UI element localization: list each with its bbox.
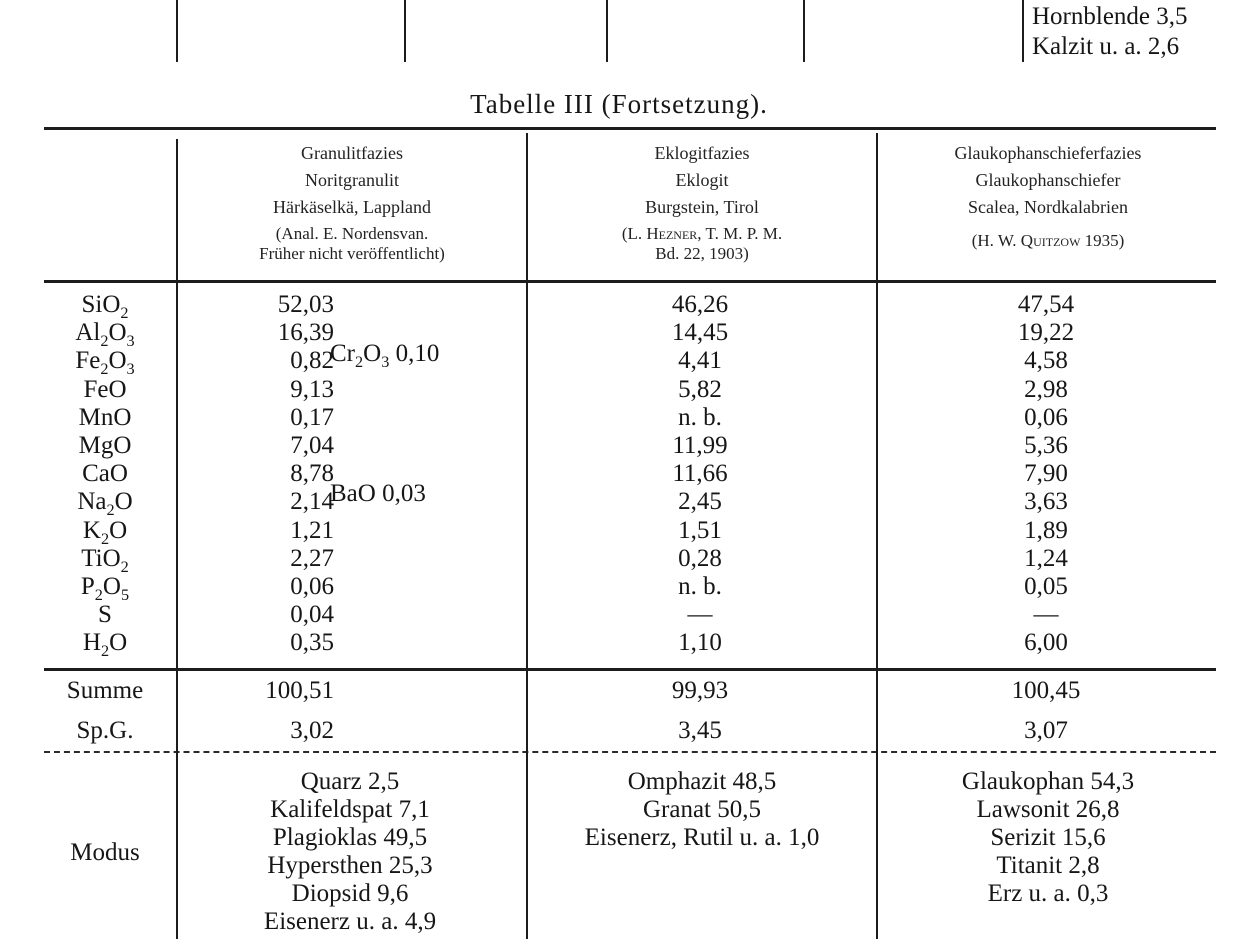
oxide-value: 5,82 <box>678 375 722 403</box>
header-source: Bd. 22, 1903) <box>655 244 749 263</box>
oxide-value: 2,45 <box>678 488 722 516</box>
header-source: Früher nicht veröffentlicht) <box>259 244 445 263</box>
oxide-values-glaucophane <box>946 291 1146 658</box>
modus-mineral: Serizit 15,6 <box>990 824 1106 851</box>
oxide-value: 0,04 <box>290 601 334 629</box>
oxide-value: — <box>687 601 713 629</box>
spg-label: Sp.G. <box>76 717 134 744</box>
fragment-line: Kalzit u. a. 2,6 <box>1032 33 1180 60</box>
oxide-label: S <box>98 601 112 629</box>
oxide-value: 2,14 <box>290 488 334 516</box>
oxide-label: CaO <box>82 460 128 488</box>
oxide-value: 1,10 <box>678 629 722 657</box>
oxide-value: 0,82 <box>290 347 334 375</box>
oxide-value: — <box>1033 601 1059 629</box>
oxide-value: 19,22 <box>1017 319 1075 347</box>
oxide-value: 0,28 <box>678 544 722 572</box>
oxide-value: 4,58 <box>1024 347 1068 375</box>
oxide-label: $Al_2O_3$ <box>75 319 135 351</box>
oxide-value: 14,45 <box>671 319 729 347</box>
oxide-value: n. b. <box>678 573 722 601</box>
modus-mineral: Erz u. a. 0,3 <box>987 880 1109 907</box>
oxide-value: 11,66 <box>672 460 728 488</box>
oxide-value: 0,35 <box>290 629 334 657</box>
oxide-label: MnO <box>78 403 132 431</box>
oxide-value: 46,26 <box>671 291 729 318</box>
extra-bao: BaO 0,03 <box>330 480 426 507</box>
spg-value-granulite: 3,02 <box>290 717 334 744</box>
modus-mineral: Granat 50,5 <box>642 796 762 823</box>
oxide-value: 7,04 <box>290 432 334 460</box>
modus-mineral: Kalifeldspat 7,1 <box>270 796 430 823</box>
column-separator <box>526 133 528 939</box>
oxide-value: 2,27 <box>290 544 334 572</box>
modus-granulite <box>200 768 500 936</box>
oxide-value: 9,13 <box>290 375 334 403</box>
table-top-rule <box>44 127 1216 130</box>
modus-mineral: Eisenerz, Rutil u. a. 1,0 <box>584 824 820 851</box>
modus-mineral: Glaukophan 54,3 <box>961 768 1135 795</box>
header-source: (H. W. Quitzow 1935) <box>971 231 1125 250</box>
cr2o3-formula: $Cr_2O_3$ <box>330 340 390 371</box>
modus-mineral: Plagioklas 49,5 <box>272 824 428 851</box>
oxide-value: 47,54 <box>1017 291 1075 318</box>
oxide-value: 0,05 <box>1024 573 1068 601</box>
header-facies: Eklogitfazies <box>654 143 750 163</box>
header-facies: Granulitfazies <box>301 143 403 163</box>
oxide-value: 5,36 <box>1024 432 1068 460</box>
oxide-label: $Fe_2O_3$ <box>75 347 135 379</box>
header-source: (L. Hezner, T. M. P. M. <box>621 224 783 243</box>
oxides-rule <box>44 668 1216 671</box>
oxide-value: 0,06 <box>290 573 334 601</box>
oxide-labels <box>40 291 170 661</box>
modus-mineral: Lawsonit 26,8 <box>976 796 1120 823</box>
oxide-value: 2,98 <box>1024 375 1068 403</box>
fragment-line: Hornblende 3,5 <box>1032 3 1188 30</box>
modus-mineral: Titanit 2,8 <box>996 852 1100 879</box>
modus-label: Modus <box>70 839 140 866</box>
modus-glaucophane <box>880 768 1216 908</box>
oxide-value: 1,24 <box>1024 544 1068 572</box>
modus-mineral: Omphazit 48,5 <box>627 768 777 795</box>
oxide-value: n. b. <box>678 403 722 431</box>
column-header-eclogite <box>530 140 874 264</box>
oxide-value: 1,89 <box>1024 516 1068 544</box>
modus-eclogite <box>530 768 874 852</box>
spg-value-eclogite: 3,45 <box>678 717 722 744</box>
oxide-label: FeO <box>83 375 127 403</box>
oxide-label: $P_2O_5$ <box>80 573 130 605</box>
header-locality: Scalea, Nordkalabrien <box>968 197 1128 217</box>
spg-rule <box>44 751 1216 753</box>
summe-value-glaucophane: 100,45 <box>1011 677 1081 704</box>
spg-value-glaucophane: 3,07 <box>1024 717 1068 744</box>
header-rock: Noritgranulit <box>305 170 399 190</box>
oxide-label: $Na_2O$ <box>77 488 133 520</box>
oxide-value: 3,63 <box>1024 488 1068 516</box>
header-locality: Härkäselkä, Lappland <box>273 197 431 217</box>
header-facies: Glaukophanschieferfazies <box>954 143 1142 163</box>
oxide-value: 7,90 <box>1024 460 1068 488</box>
header-source: (Anal. E. Nordensvan. <box>275 224 429 243</box>
column-header-glaucophane <box>880 140 1216 251</box>
summe-value-eclogite: 99,93 <box>671 677 729 704</box>
header-locality: Burgstein, Tirol <box>645 197 759 217</box>
modus-mineral: Hypersthen 25,3 <box>267 852 433 879</box>
oxide-value: 52,03 <box>277 291 334 318</box>
oxide-value: 6,00 <box>1024 629 1068 657</box>
extra-cr2o3 <box>330 340 440 371</box>
summe-value-granulite: 100,51 <box>265 677 334 704</box>
oxide-value: 0,06 <box>1024 403 1068 431</box>
oxide-value: 16,39 <box>277 319 334 347</box>
column-separator <box>176 139 178 939</box>
table-title: Tabelle III (Fortsetzung). <box>470 89 768 119</box>
header-rock: Eklogit <box>675 170 729 190</box>
column-header-granulite <box>180 140 524 264</box>
modus-mineral: Eisenerz u. a. 4,9 <box>263 908 437 935</box>
oxide-label: $H_2O$ <box>82 629 128 661</box>
modus-mineral: Diopsid 9,6 <box>291 880 409 907</box>
oxide-value: 11,99 <box>672 432 728 460</box>
cr2o3-value: 0,10 <box>395 340 440 367</box>
column-separator <box>876 133 878 939</box>
oxide-value: 8,78 <box>290 460 334 488</box>
oxide-label: MgO <box>78 432 132 460</box>
oxide-value: 1,21 <box>290 516 334 544</box>
oxide-value: 4,41 <box>678 347 722 375</box>
header-rule <box>44 280 1216 283</box>
oxide-values-granulite <box>234 291 334 658</box>
oxide-values-eclogite <box>600 291 800 658</box>
oxide-label: SiO$_2$ <box>81 291 129 322</box>
oxide-label: $K_2O$ <box>82 516 128 548</box>
header-rock: Glaukophanschiefer <box>975 170 1121 190</box>
oxide-value: 0,17 <box>290 403 334 431</box>
oxide-label: TiO$_2$ <box>81 544 129 576</box>
summe-label: Summe <box>66 677 144 704</box>
oxide-value: 1,51 <box>678 516 722 544</box>
modus-mineral: Quarz 2,5 <box>300 768 400 795</box>
